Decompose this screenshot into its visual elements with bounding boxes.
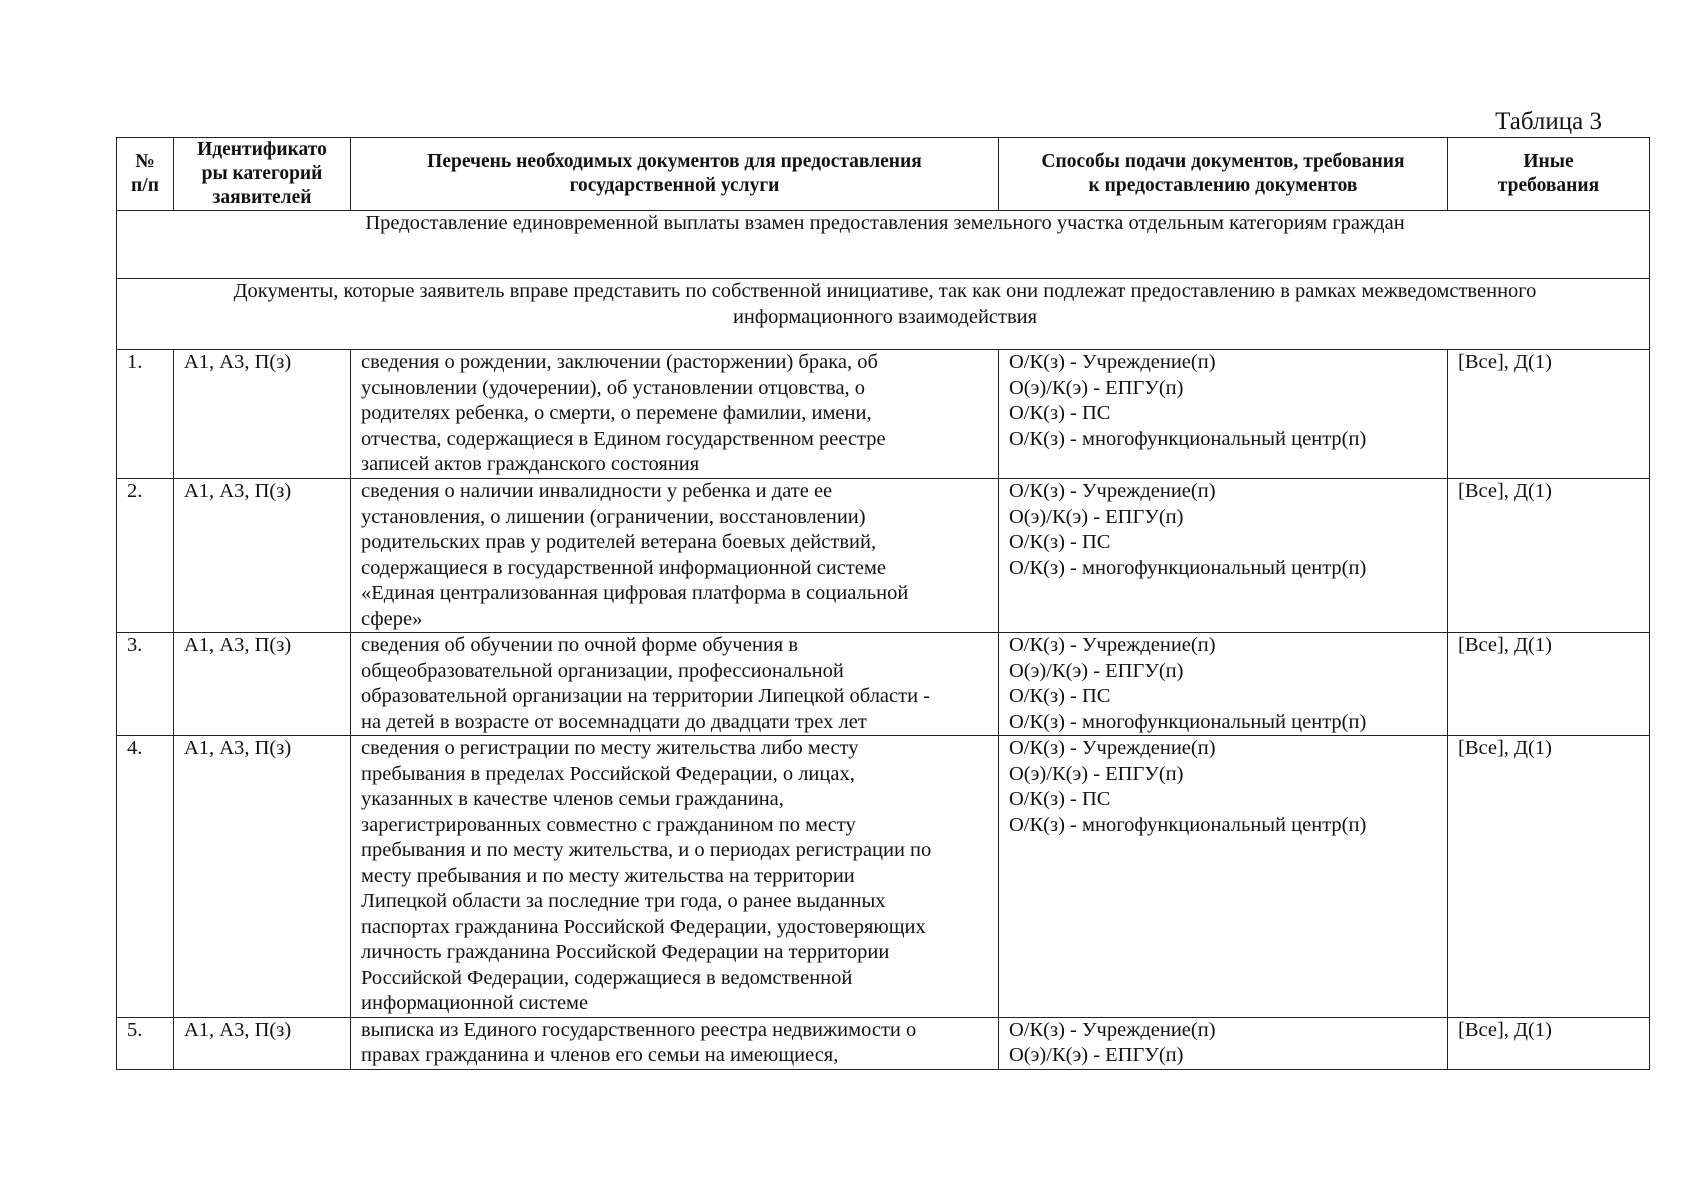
table-row bbox=[117, 1017, 1650, 1069]
method-line: О/К(з) - Учреждение(п) bbox=[1009, 737, 1216, 759]
header-applicant-ids: Идентификато ры категорий заявителей bbox=[174, 138, 351, 211]
table-row bbox=[117, 350, 1650, 479]
row-number: 2. bbox=[117, 479, 174, 633]
table-caption: Таблица 3 bbox=[1495, 108, 1602, 135]
method-line: О/К(з) - многофункциональный центр(п) bbox=[1009, 556, 1367, 579]
document-line: правах гражданина и членов его семьи на имеющиеся, bbox=[361, 1044, 839, 1066]
submission-methods bbox=[999, 350, 1448, 479]
method-line: О/К(з) - многофункциональный центр(п) bbox=[1009, 710, 1367, 733]
other-requirements: [Все], Д(1) bbox=[1448, 350, 1650, 479]
document-line: сведения о регистрации по месту жительства либо месту bbox=[361, 737, 859, 759]
method-line: О/К(з) - ПС bbox=[1009, 788, 1111, 810]
document-description bbox=[351, 1017, 999, 1069]
row-number: 1. bbox=[117, 350, 174, 479]
document-line: зарегистрированных совместно с гражданином по месту bbox=[361, 813, 856, 836]
service-title-row bbox=[117, 211, 1650, 279]
service-title: Предоставление единовременной выплаты взамен предоставления земельного участка отдельным категориям граждан bbox=[117, 211, 1650, 279]
applicant-ids: А1, А3, П(з) bbox=[174, 479, 351, 633]
other-requirements: [Все], Д(1) bbox=[1448, 633, 1650, 736]
header-number: № п/п bbox=[117, 138, 174, 211]
document-line: пребывания и по месту жительства, и о периодах регистрации по bbox=[361, 839, 932, 861]
other-requirements: [Все], Д(1) bbox=[1448, 1017, 1650, 1069]
table-body bbox=[117, 211, 1650, 1070]
method-line: О/К(з) - Учреждение(п) bbox=[1009, 480, 1216, 502]
header-documents: Перечень необходимых документов для предоставления государственной услуги bbox=[351, 138, 999, 211]
method-line: О/К(з) - ПС bbox=[1009, 402, 1111, 424]
applicant-ids: А1, А3, П(з) bbox=[174, 633, 351, 736]
method-line: О/К(з) - Учреждение(п) bbox=[1009, 634, 1216, 656]
method-line: О(э)/К(э) - ЕПГУ(п) bbox=[1009, 1044, 1184, 1066]
document-line: личность гражданина Российской Федерации на территории bbox=[361, 941, 890, 963]
method-line: О(э)/К(э) - ЕПГУ(п) bbox=[1009, 762, 1184, 785]
applicant-ids: А1, А3, П(з) bbox=[174, 1017, 351, 1069]
document-description bbox=[351, 736, 999, 1018]
method-line: О(э)/К(э) - ЕПГУ(п) bbox=[1009, 376, 1184, 399]
header-other-requirements: Иные требования bbox=[1448, 138, 1650, 211]
section-note-row bbox=[117, 279, 1650, 350]
table-row bbox=[117, 479, 1650, 633]
document-line: на детей в возрасте от восемнадцати до двадцати трех лет bbox=[361, 710, 867, 733]
submission-methods bbox=[999, 1017, 1448, 1069]
row-number: 3. bbox=[117, 633, 174, 736]
document-line: установления, о лишении (ограничении, восстановлении) bbox=[361, 505, 866, 528]
submission-methods bbox=[999, 633, 1448, 736]
method-line: О/К(з) - многофункциональный центр(п) bbox=[1009, 427, 1367, 450]
document-line: усыновлении (удочерении), об установлении отцовства, о bbox=[361, 376, 866, 399]
header-submission-methods: Способы подачи документов, требования к предоставлению документов bbox=[999, 138, 1448, 211]
section-note: Документы, которые заявитель вправе представить по собственной инициативе, так как они подлежат предоставлению в рамках межведомственного информационного взаимодействия bbox=[117, 279, 1650, 350]
row-number: 4. bbox=[117, 736, 174, 1018]
document-line: записей актов гражданского состояния bbox=[361, 453, 700, 475]
document-line: паспортах гражданина Российской Федерации, удостоверяющих bbox=[361, 915, 926, 938]
other-requirements: [Все], Д(1) bbox=[1448, 479, 1650, 633]
method-line: О/К(з) - Учреждение(п) bbox=[1009, 1018, 1216, 1041]
row-number: 5. bbox=[117, 1017, 174, 1069]
method-line: О/К(з) - ПС bbox=[1009, 685, 1111, 707]
document-line: Липецкой области за последние три года, о ранее выданных bbox=[361, 890, 886, 912]
document-description bbox=[351, 479, 999, 633]
document-line: отчества, содержащиеся в Едином государственном реестре bbox=[361, 427, 886, 450]
document-line: образовательной организации на территории Липецкой области - bbox=[361, 685, 931, 707]
method-line: О/К(з) - ПС bbox=[1009, 531, 1111, 553]
document-line: содержащиеся в государственной информационной системе bbox=[361, 556, 886, 579]
document-line: родительских прав у родителей ветерана боевых действий, bbox=[361, 531, 877, 553]
submission-methods bbox=[999, 479, 1448, 633]
method-line: О(э)/К(э) - ЕПГУ(п) bbox=[1009, 505, 1184, 528]
document-line: указанных в качестве членов семьи гражданина, bbox=[361, 788, 784, 810]
document-line: Российской Федерации, содержащиеся в ведомственной bbox=[361, 966, 853, 989]
document-line: пребывания в пределах Российской Федерации, о лицах, bbox=[361, 762, 855, 785]
other-requirements: [Все], Д(1) bbox=[1448, 736, 1650, 1018]
header-row bbox=[117, 138, 1650, 211]
method-line: О/К(з) - многофункциональный центр(п) bbox=[1009, 813, 1367, 836]
table-row bbox=[117, 736, 1650, 1018]
document-line: сведения о наличии инвалидности у ребенка и дате ее bbox=[361, 480, 833, 502]
method-line: О(э)/К(э) - ЕПГУ(п) bbox=[1009, 659, 1184, 682]
method-line: О/К(з) - Учреждение(п) bbox=[1009, 351, 1216, 373]
document-line: выписка из Единого государственного реестра недвижимости о bbox=[361, 1018, 917, 1041]
submission-methods bbox=[999, 736, 1448, 1018]
document-description bbox=[351, 350, 999, 479]
applicant-ids: А1, А3, П(з) bbox=[174, 350, 351, 479]
document-description bbox=[351, 633, 999, 736]
document-line: сведения об обучении по очной форме обучения в bbox=[361, 634, 799, 656]
document-line: сфере» bbox=[361, 607, 423, 630]
document-line: общеобразовательной организации, профессиональной bbox=[361, 659, 844, 682]
document-line: информационной системе bbox=[361, 992, 589, 1014]
table-row bbox=[117, 633, 1650, 736]
document-line: сведения о рождении, заключении (расторжении) брака, об bbox=[361, 351, 878, 373]
applicant-ids: А1, А3, П(з) bbox=[174, 736, 351, 1018]
document-line: месту пребывания и по месту жительства на территории bbox=[361, 864, 855, 887]
document-line: «Единая централизованная цифровая платформа в социальной bbox=[361, 582, 909, 604]
document-line: родителях ребенка, о смерти, о перемене фамилии, имени, bbox=[361, 402, 872, 424]
requirements-table bbox=[116, 137, 1650, 1070]
